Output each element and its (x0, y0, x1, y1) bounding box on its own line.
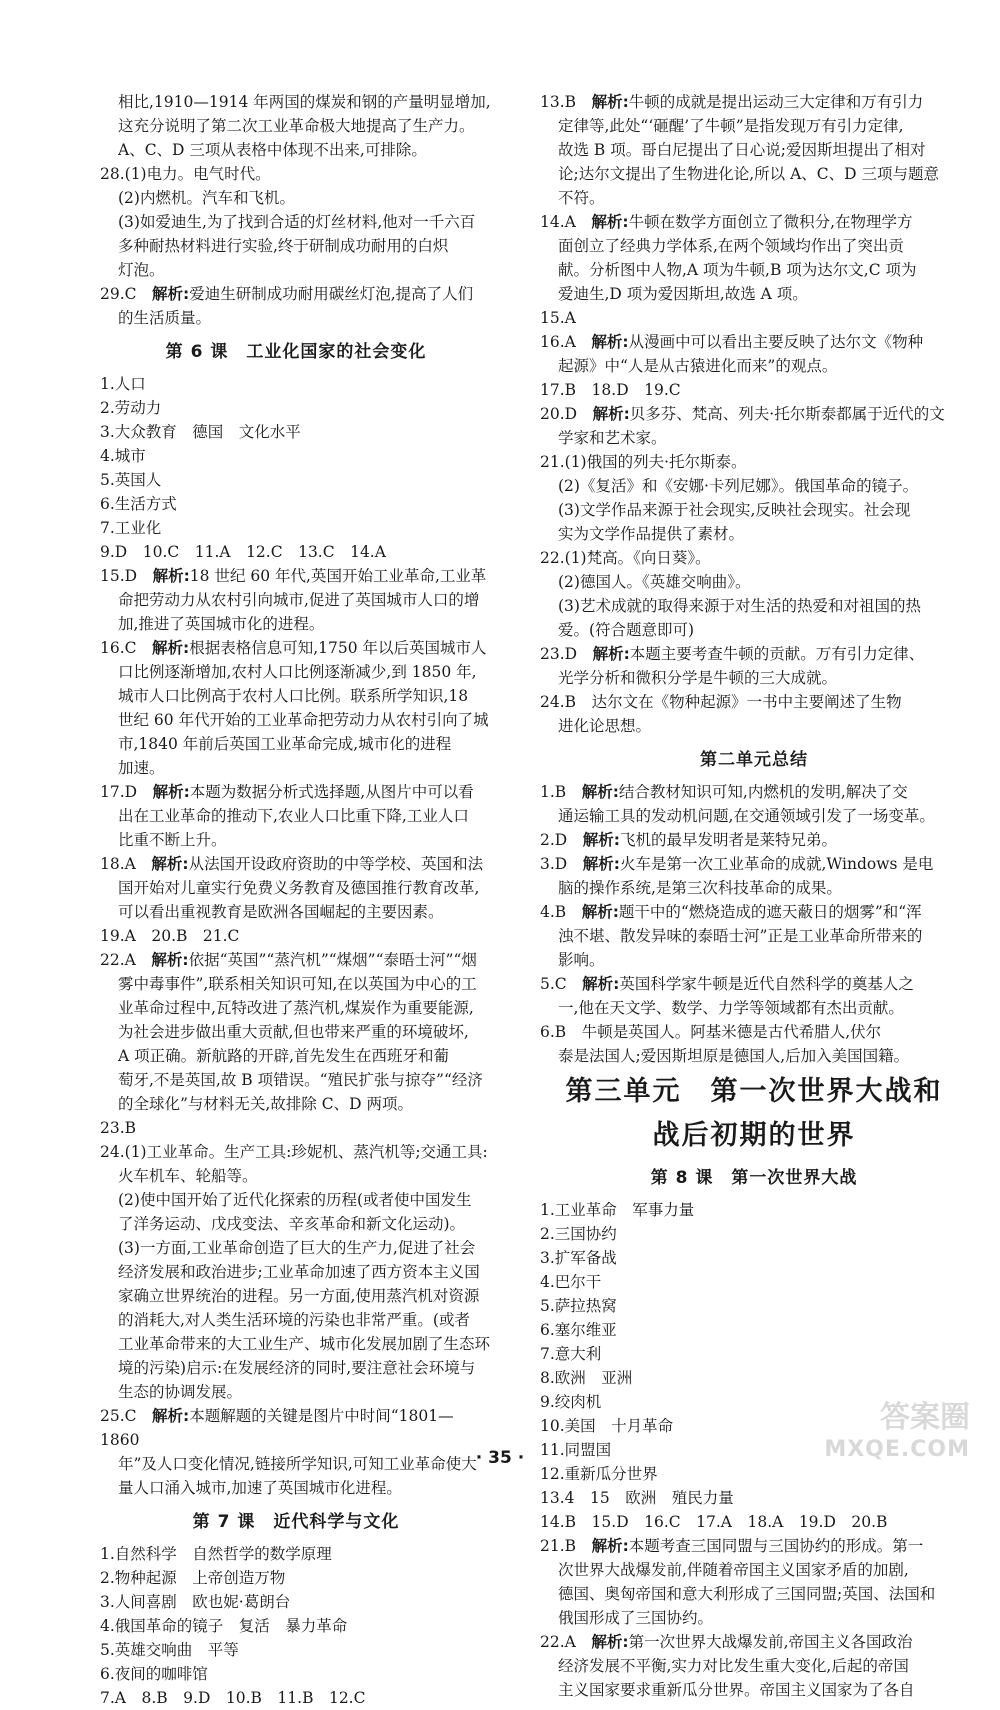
analysis-label: 解析: (151, 855, 189, 873)
text-line: 城市人口比例高于农村人口比例。联系所学知识,18 (118, 687, 469, 705)
answer-item: 3.大众教育 德国 文化水平 (100, 423, 301, 441)
text-line: 经济发展和政治进步;工业革命加速了西方资本主义国 (118, 1263, 480, 1281)
text-line: (2)德国人。《英雄交响曲》。 (558, 573, 751, 591)
text-line: 加,推进了英国城市化的进程。 (118, 615, 325, 633)
text-line: 实为文学作品提供了素材。 (558, 525, 745, 543)
answer-item (540, 402, 968, 426)
text-line: 经济发展不平衡,实力对比发生重大变化,后起的帝国 (558, 1657, 909, 1675)
answer-number: 6.B (540, 1023, 567, 1041)
answer-item: 5.萨拉热窝 (540, 1297, 617, 1315)
page-number: · 35 · (475, 1448, 525, 1468)
answer-number: 17.D (100, 783, 138, 801)
answer-item: 19.A 20.B 21.C (100, 927, 240, 945)
answer-item: 7.意大利 (540, 1345, 602, 1363)
answer-number: 16.A (540, 333, 576, 351)
text-line: 浊不堪、散发异味的泰晤士河”正是工业革命所带来的 (558, 927, 923, 945)
answer-item (100, 852, 492, 876)
analysis-label: 解析: (152, 567, 190, 585)
watermark-logo-text: 答案圈 (880, 1400, 970, 1435)
answer-text: 牛顿的成就是提出运动三大定律和万有引力 (628, 93, 924, 111)
text-line: 国开始对儿童实行免费义务教育及德国推行教育改革, (118, 879, 480, 897)
text-line: (2)使中国开始了近代化探索的历程(或者使中国发生 (118, 1191, 472, 1209)
answer-number: 24.B (540, 693, 577, 711)
text-line: 可以看出重视教育是欧洲各国崛起的主要因素。 (118, 903, 444, 921)
answer-text: 本题主要考查牛顿的贡献。万有引力定律、 (629, 645, 925, 663)
answer-item: 13.4 15 欧洲 殖民力量 (540, 1489, 734, 1507)
answer-item (100, 282, 492, 306)
text-line: 一,他在天文学、数学、力学等领域都有杰出贡献。 (558, 999, 904, 1017)
answer-item: 9.D 10.C 11.A 12.C 13.C 14.A (100, 543, 386, 561)
answer-number: 22.A (540, 1633, 576, 1651)
text-line: 影响。 (558, 951, 605, 969)
text-line: 故选 B 项。哥白尼提出了日心说;爱因斯坦提出了相对 (558, 141, 926, 159)
text-line: (2)《复活》和《安娜·卡列尼娜》。俄国革命的镜子。 (558, 477, 919, 495)
text-line: 灯泡。 (118, 261, 165, 279)
answer-item: 5.英国人 (100, 471, 162, 489)
answer-item (540, 1020, 968, 1044)
text-line: 多种耐热材料进行实验,终于研制成功耐用的白炽 (118, 237, 449, 255)
answer-number: 1.B (540, 783, 567, 801)
answer-number: 15.D (100, 567, 138, 585)
answer-item: 2.物种起源 上帝创造万物 (100, 1569, 286, 1587)
text-line: 年”及人口变化情况,链接所学知识,可知工业革命使大 (118, 1455, 477, 1473)
section-heading: 第 7 课 近代科学与文化 (192, 1512, 400, 1532)
text-line: 定律等,此处“‘砸醒’了牛顿”是指发现万有引力定律, (558, 117, 904, 135)
answer-item: 10.美国 十月革命 (540, 1417, 674, 1435)
analysis-label: 解析: (152, 783, 190, 801)
answer-item: 17.B 18.D 19.C (540, 381, 681, 399)
text-line: 爱。(符合题意即可) (558, 621, 695, 639)
answer-item (540, 642, 968, 666)
answer-item (100, 1404, 492, 1452)
answer-item: 3.扩军备战 (540, 1249, 617, 1267)
text-line: 不符。 (558, 189, 605, 207)
analysis-label: 解析: (591, 213, 629, 231)
answer-text: 英国科学家牛顿是近代自然科学的奠基人之 (619, 975, 914, 993)
answer-item (540, 1630, 968, 1654)
text-line: 俄国形成了三国协约。 (558, 1609, 714, 1627)
text-line: 的消耗大,对人类生活环境的污染也非常严重。(或者 (118, 1311, 470, 1329)
answer-item: 28.(1)电力。电气时代。 (100, 165, 271, 183)
watermark-logo (800, 1400, 970, 1480)
text-line: 德国、奥匈帝国和意大利形成了三国同盟;英国、法国和 (558, 1585, 936, 1603)
answer-item: 24.(1)工业革命。生产工具:珍妮机、蒸汽机等;交通工具: (100, 1143, 488, 1161)
answer-item: 6.夜间的咖啡馆 (100, 1665, 208, 1683)
answer-item (100, 636, 492, 660)
answer-item (100, 780, 492, 804)
answer-text: 本题解题的关键是图片中时间“1801—1860 (100, 1407, 454, 1449)
text-line: 业革命过程中,瓦特改进了蒸汽机,煤炭作为重要能源, (118, 999, 474, 1017)
text-line: (3)如爱迪生,为了找到合适的灯丝材料,他对一千六百 (118, 213, 476, 231)
text-line: 爱迪生,D 项为爱因斯坦,故选 A 项。 (558, 285, 808, 303)
answer-item (100, 948, 492, 972)
text-line: 家确立世界统治的进程。另一方面,使用蒸汽机对资源 (118, 1287, 480, 1305)
answer-number: 5.C (540, 975, 567, 993)
answer-number: 29.C (100, 285, 137, 303)
text-line: 的生活质量。 (118, 309, 212, 327)
answer-number: 4.B (540, 903, 567, 921)
analysis-label: 解析: (581, 903, 619, 921)
text-line: 进化论思想。 (558, 717, 652, 735)
text-line: (3)一方面,工业革命创造了巨大的生产力,促进了社会 (118, 1239, 476, 1257)
answer-text: 牛顿是英国人。阿基米德是古代希腊人,伏尔 (581, 1023, 882, 1041)
answer-item: 4.城市 (100, 447, 146, 465)
text-line: 境的污染)启示:在发展经济的同时,要注意社会环境与 (118, 1359, 476, 1377)
answer-item (540, 852, 968, 876)
answer-text: 爱迪生研制成功耐用碳丝灯泡,提高了人们 (189, 285, 474, 303)
answer-item (540, 90, 968, 114)
text-line: 论;达尔文提出了生物进化论,所以 A、C、D 三项与题意 (558, 165, 939, 183)
text-line: 比重不断上升。 (118, 831, 227, 849)
answer-number: 13.B (540, 93, 577, 111)
answer-item: 7.工业化 (100, 519, 162, 537)
text-line: 的全球化”与材料无关,故排除 C、D 两项。 (118, 1095, 413, 1113)
text-line: 出在工业革命的推动下,农业人口比重下降,工业人口 (118, 807, 469, 825)
answer-item: 4.俄国革命的镜子 复活 暴力革命 (100, 1617, 348, 1635)
text-line: (3)艺术成就的取得来源于对生活的热爱和对祖国的热 (558, 597, 921, 615)
answer-text: 牛顿在数学方面创立了微积分,在物理学方 (628, 213, 913, 231)
answer-number: 14.A (540, 213, 576, 231)
answer-item: 1.自然科学 自然哲学的数学原理 (100, 1545, 332, 1563)
text-line: (2)内燃机。汽车和飞机。 (118, 189, 295, 207)
answer-item: 22.(1)梵高。《向日葵》。 (540, 549, 711, 567)
analysis-label: 解析: (582, 975, 620, 993)
answer-item: 23.B (100, 1119, 137, 1137)
analysis-label: 解析: (152, 285, 190, 303)
analysis-label: 解析: (591, 1633, 629, 1651)
section-heading: 第 8 课 第一次世界大战 (650, 1168, 858, 1188)
answer-item: 21.(1)俄国的列夫·托尔斯泰。 (540, 453, 747, 471)
answer-item (540, 210, 968, 234)
answer-text: 结合教材知识可知,内燃机的发明,解决了交 (618, 783, 908, 801)
answer-number: 22.A (100, 951, 136, 969)
answer-number: 18.A (100, 855, 136, 873)
text-line: A、C、D 三项从表格中体现不出来,可排除。 (118, 141, 427, 159)
text-line: 次世界大战爆发前,伴随着帝国主义国家矛盾的加剧, (558, 1561, 909, 1579)
answer-item (100, 564, 492, 588)
text-line: 量人口涌入城市,加速了英国城市化进程。 (118, 1479, 402, 1497)
answer-text: 依据“英国”“蒸汽机”“煤烟”“泰晤士河”“烟 (188, 951, 477, 969)
answer-item: 6.塞尔维亚 (540, 1321, 617, 1339)
text-line: 泰是法国人;爱因斯坦原是德国人,后加入美国国籍。 (558, 1047, 910, 1065)
answer-number: 23.D (540, 645, 578, 663)
text-line: A 项正确。新航路的开辟,首先发生在西班牙和葡 (118, 1047, 450, 1065)
answer-item: 15.A (540, 309, 576, 327)
text-line: 市,1840 年前后英国工业革命完成,城市化的进程 (118, 735, 452, 753)
answer-item: 1.工业革命 军事力量 (540, 1201, 695, 1219)
answer-number: 20.D (540, 405, 578, 423)
analysis-label: 解析: (582, 855, 620, 873)
unit-title: 战后初期的世界 (652, 1120, 856, 1151)
text-line: (3)文学作品来源于社会现实,反映社会现实。社会现 (558, 501, 911, 519)
answer-item (540, 330, 968, 354)
answer-text: 本题考查三国同盟与三国协约的形成。第一 (628, 1537, 924, 1555)
text-line: 工业革命带来的大工业生产、城市化发展加剧了生态环 (118, 1335, 491, 1353)
analysis-label: 解析: (592, 405, 630, 423)
answer-item: 8.欧洲 亚洲 (540, 1369, 633, 1387)
answer-item: 2.三国协约 (540, 1225, 617, 1243)
answer-text: 贝多芬、梵高、列夫·托尔斯泰都属于近代的文 (629, 405, 945, 423)
answer-item: 5.英雄交响曲 平等 (100, 1641, 239, 1659)
analysis-label: 解析: (591, 93, 629, 111)
answer-item: 3.人间喜剧 欧也妮·葛朗台 (100, 1593, 291, 1611)
answer-item (540, 972, 968, 996)
answer-item: 9.绞肉机 (540, 1393, 602, 1411)
answer-text: 从漫画中可以看出主要反映了达尔文《物种 (628, 333, 924, 351)
analysis-label: 解析: (582, 831, 620, 849)
text-line: 相比,1910—1914 年两国的煤炭和钢的产量明显增加, (118, 93, 491, 111)
text-line: 这充分说明了第二次工业革命极大地提高了生产力。 (118, 117, 475, 135)
answer-item (540, 828, 968, 852)
answer-text: 从法国开设政府资助的中等学校、英国和法 (188, 855, 484, 873)
answer-item: 12.重新瓜分世界 (540, 1465, 658, 1483)
answer-item: 1.人口 (100, 375, 146, 393)
analysis-label: 解析: (591, 333, 629, 351)
answer-item: 14.B 15.D 16.C 17.A 18.A 19.D 20.B (540, 1513, 888, 1531)
answer-text: 飞机的最早发明者是莱特兄弟。 (619, 831, 837, 849)
text-line: 起源》中“人是从古猿进化而来”的观点。 (558, 357, 838, 375)
unit-title: 第三单元 第一次世界大战和 (565, 1076, 943, 1107)
text-line: 主义国家要求重新瓜分世界。帝国主义国家为了各自 (558, 1681, 915, 1699)
analysis-label: 解析: (152, 1407, 190, 1425)
text-line: 为社会进步做出重大贡献,但也带来严重的环境破坏, (118, 1023, 469, 1041)
answer-number: 25.C (100, 1407, 137, 1425)
text-line: 光学分析和微积分学是牛顿的三大成就。 (558, 669, 838, 687)
section-heading: 第二单元总结 (700, 750, 808, 770)
answer-text: 第一次世界大战爆发前,帝国主义各国政治 (628, 1633, 913, 1651)
answer-text: 18 世纪 60 年代,英国开始工业革命,工业革 (189, 567, 487, 585)
answer-item: 7.A 8.B 9.D 10.B 11.B 12.C (100, 1689, 366, 1707)
text-line: 了洋务运动、戊戌变法、辛亥革命和新文化运动)。 (118, 1215, 466, 1233)
answer-text: 题干中的“燃烧造成的遮天蔽日的烟雾”和“浑 (618, 903, 922, 921)
answer-item: 6.生活方式 (100, 495, 177, 513)
text-line: 世纪 60 年代开始的工业革命把劳动力从农村引向了城 (118, 711, 489, 729)
answer-item (540, 780, 968, 804)
answer-text: 本题为数据分析式选择题,从图片中可以看 (189, 783, 474, 801)
answer-item: 4.巴尔干 (540, 1273, 602, 1291)
text-line: 口比例逐渐增加,农村人口比例逐渐减少,到 1850 年, (118, 663, 477, 681)
text-line: 雾中毒事件”,联系相关知识可知,在以英国为中心的工 (118, 975, 477, 993)
text-line: 学家和艺术家。 (558, 429, 667, 447)
analysis-label: 解析: (151, 951, 189, 969)
analysis-label: 解析: (592, 645, 630, 663)
text-line: 献。分析图中人物,A 项为牛顿,B 项为达尔文,C 项为 (558, 261, 917, 279)
answer-item (540, 1534, 968, 1558)
answer-item: 11.同盟国 (540, 1441, 612, 1459)
analysis-label: 解析: (591, 1537, 629, 1555)
answer-item (540, 690, 968, 714)
analysis-label: 解析: (581, 783, 619, 801)
answer-number: 2.D (540, 831, 568, 849)
answer-number: 21.B (540, 1537, 577, 1555)
text-line: 面创立了经典力学体系,在两个领域均作出了突出贡 (558, 237, 904, 255)
watermark-site-text: MXQE.COM (824, 1437, 970, 1462)
section-heading: 第 6 课 工业化国家的社会变化 (165, 342, 427, 362)
analysis-label: 解析: (152, 639, 190, 657)
answer-text: 火车是第一次工业革命的成就,Windows 是电 (619, 855, 934, 873)
answer-number: 3.D (540, 855, 568, 873)
text-line: 命把劳动力从农村引向城市,促进了英国城市人口的增 (118, 591, 480, 609)
text-line: 加速。 (118, 759, 165, 777)
text-line: 萄牙,不是英国,故 B 项错误。“殖民扩张与掠夺”“经济 (118, 1071, 483, 1089)
text-line: 脑的操作系统,是第三次科技革命的成果。 (558, 879, 842, 897)
answer-number: 16.C (100, 639, 137, 657)
answer-item: 2.劳动力 (100, 399, 162, 417)
answer-item (540, 900, 968, 924)
answer-text: 达尔文在《物种起源》一书中主要阐述了生物 (591, 693, 902, 711)
text-line: 火车机车、轮船等。 (118, 1167, 258, 1185)
answer-text: 根据表格信息可知,1750 年以后英国城市人 (189, 639, 487, 657)
text-line: 生态的协调发展。 (118, 1383, 243, 1401)
text-line: 通运输工具的发动机问题,在交通领域引发了一场变革。 (558, 807, 935, 825)
